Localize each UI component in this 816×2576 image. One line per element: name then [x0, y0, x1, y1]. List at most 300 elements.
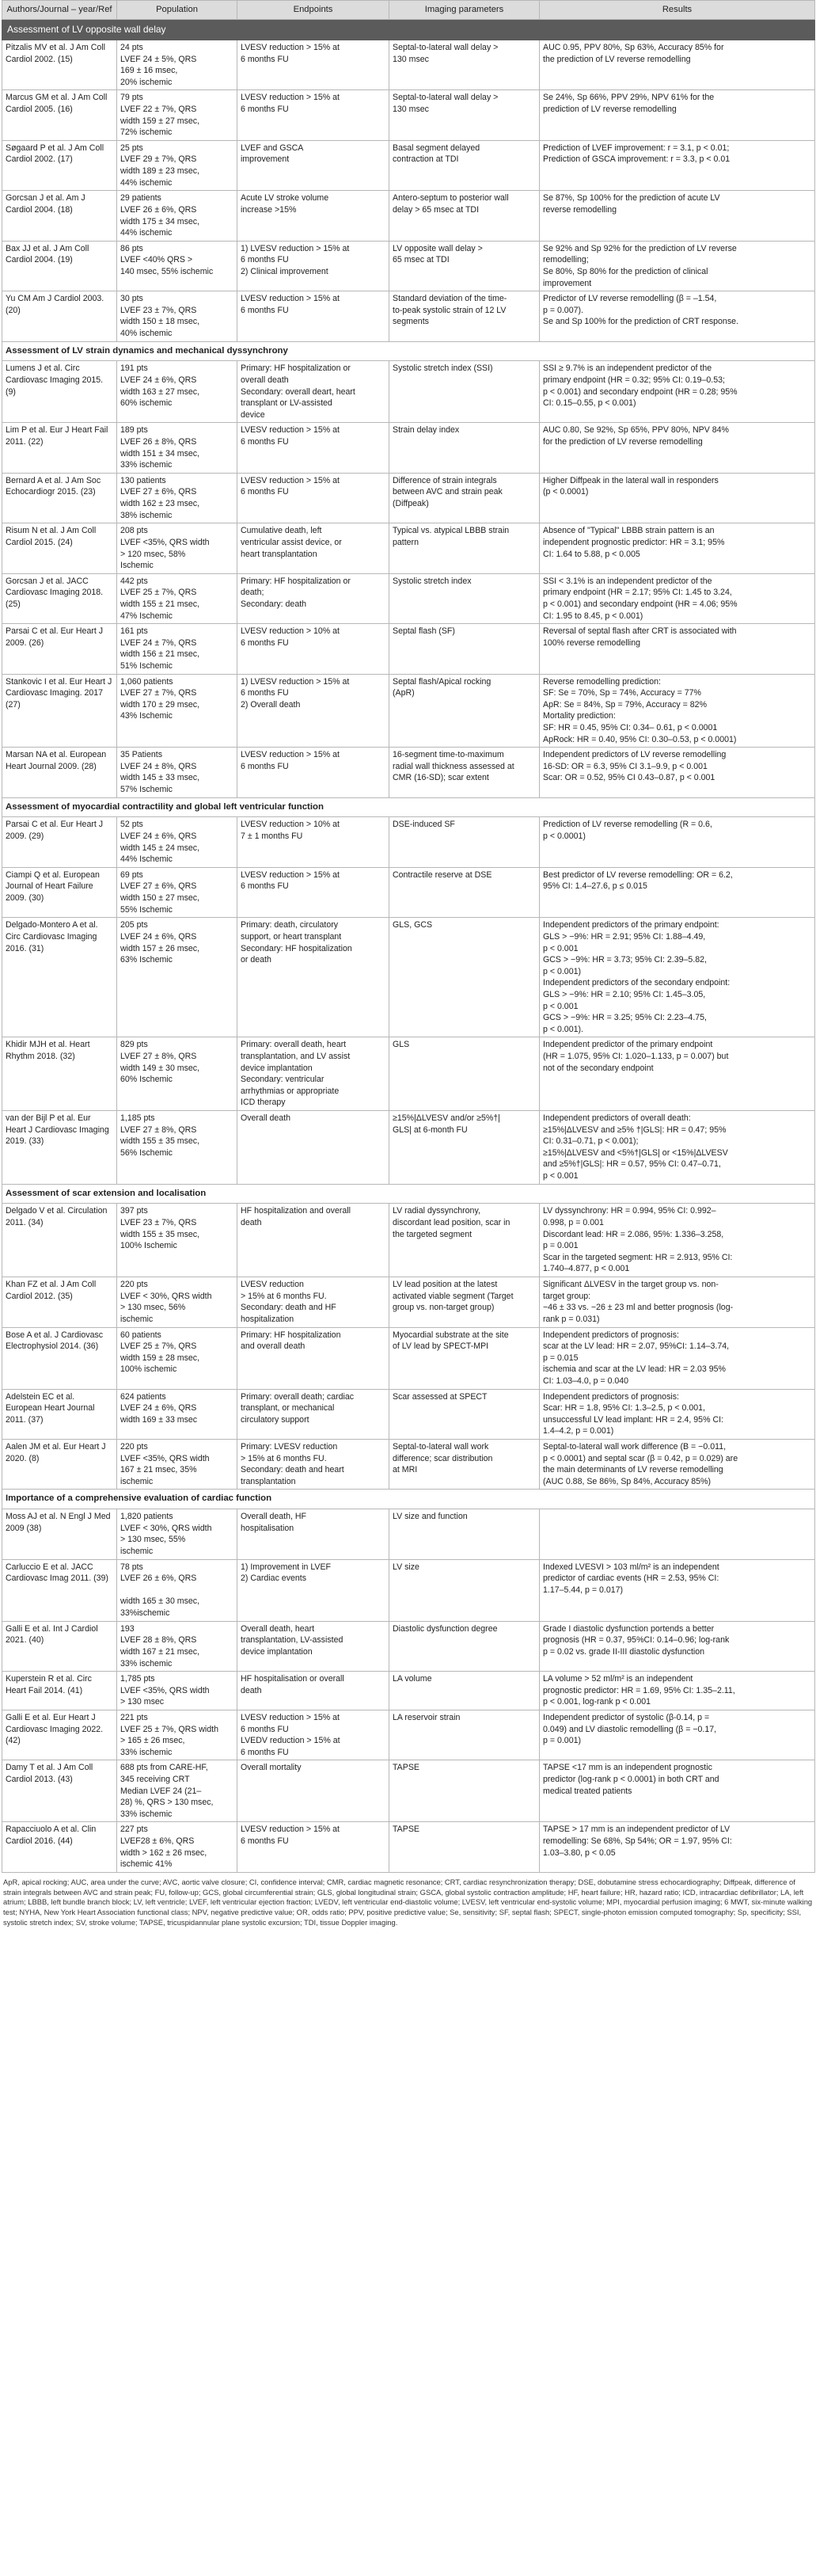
results-cell-line: SSI < 3.1% is an independent predictor of the [543, 576, 712, 586]
results-cell-line: p = 0.02 vs. grade II-III diastolic dysfunction [543, 1646, 705, 1657]
results-cell [540, 918, 815, 1037]
results-cell-line: scar at the LV lead: HR = 2.07, 95%CI: 1.14–3.74, [543, 1341, 730, 1352]
endpoints-cell-line: LVESV reduction > 15% at [241, 869, 340, 880]
population-cell-line: 33% ischemic [120, 1747, 173, 1757]
reference-cell[interactable]: Adelstein EC et al. European Heart Journal 2011. (37) [2, 1389, 117, 1439]
results-cell-line: ApRock: HR = 0.40, 95% CI: 0.30–0.53, p < 0.0001) [543, 734, 737, 744]
population-cell [117, 140, 237, 190]
results-cell-line: medical treated patients [543, 1786, 632, 1796]
population-cell-line: 52 pts [120, 820, 143, 830]
reference-cell[interactable]: Yu CM Am J Cardiol 2003. (20) [2, 291, 117, 341]
header-row [2, 1, 815, 20]
reference-cell[interactable]: Lim P et al. Eur J Heart Fail 2011. (22) [2, 423, 117, 473]
endpoints-cell-line: hospitalization [241, 1314, 294, 1324]
imaging-cell-line: LA volume [393, 1674, 432, 1684]
imaging-cell [389, 1760, 540, 1822]
imaging-cell [389, 674, 540, 748]
reference-cell[interactable]: Khidir MJH et al. Heart Rhythm 2018. (32) [2, 1037, 117, 1111]
results-cell-line: LA volume > 52 ml/m² is an independent [543, 1674, 693, 1684]
population-cell-line: 57% Ischemic [120, 785, 173, 795]
endpoints-cell-line: Secondary: death and HF [241, 1303, 336, 1313]
endpoints-cell-line: 6 months FU [241, 1836, 289, 1847]
table-row [2, 817, 815, 867]
endpoints-cell-line: or death [241, 955, 271, 965]
population-cell-line: 86 pts [120, 243, 143, 253]
population-cell-line: 29 patients [120, 193, 161, 204]
endpoints-cell-line: Primary: overall death, heart [241, 1040, 347, 1050]
imaging-cell [389, 90, 540, 140]
reference-cell[interactable]: Gorcsan J et al. Am J Cardiol 2004. (18) [2, 191, 117, 241]
imaging-cell [389, 1204, 540, 1277]
imaging-cell-line: TAPSE [393, 1763, 419, 1773]
reference-cell[interactable]: Gorcsan J et al. JACC Cardiovasc Imaging 2018. (25) [2, 573, 117, 623]
table-row [2, 573, 815, 623]
imaging-cell-line: discordant lead position, scar in [393, 1218, 510, 1228]
reference-cell[interactable]: Ciampi Q et al. European Journal of Heart Failure 2009. (30) [2, 867, 117, 917]
population-cell [117, 1710, 237, 1760]
table-row [2, 1037, 815, 1111]
results-cell [540, 748, 815, 797]
population-cell-line: width 167 ± 21 msec, [120, 1646, 200, 1657]
results-cell-line: Indexed LVESVI > 103 ml/m² is an independent [543, 1562, 719, 1572]
population-cell [117, 573, 237, 623]
endpoints-cell [237, 1037, 389, 1111]
results-cell-line: Discordant lead: HR = 2.086, 95%: 1.336–3.258, [543, 1229, 724, 1239]
population-cell-line: 40% ischemic [120, 329, 173, 339]
population-cell-line: width 145 ± 24 msec, [120, 843, 200, 853]
population-cell-line: LVEF 25 ± 7%, QRS width [120, 1724, 218, 1734]
results-cell-line: Independent predictors of overall death: [543, 1113, 691, 1124]
imaging-cell-line: Basal segment delayed [393, 143, 480, 153]
reference-cell[interactable]: Rapacciuolo A et al. Clin Cardiol 2016. (44) [2, 1822, 117, 1872]
reference-cell[interactable]: Aalen JM et al. Eur Heart J 2020. (8) [2, 1440, 117, 1490]
imaging-cell-line: Typical vs. atypical LBBB strain [393, 526, 510, 536]
endpoints-cell [237, 1559, 389, 1621]
population-cell [117, 1760, 237, 1822]
endpoints-cell-line: 2) Clinical improvement [241, 266, 328, 276]
endpoints-cell [237, 191, 389, 241]
population-cell-line: 60% ischemic [120, 398, 173, 409]
population-cell-line: 63% Ischemic [120, 955, 173, 965]
population-cell-line: Median LVEF 24 (21– [120, 1786, 202, 1796]
results-cell-line: p < 0.001, log-rank p < 0.001 [543, 1697, 651, 1707]
population-cell-line: width 156 ± 21 msec, [120, 649, 200, 660]
population-cell-line: LVEF <35%, QRS width [120, 537, 210, 547]
table-row [2, 624, 815, 674]
results-cell-line: p = 0.001) [543, 1736, 582, 1746]
population-cell-line: 688 pts from CARE-HF, [120, 1763, 208, 1773]
endpoints-cell-line: LVESV reduction > 15% at [241, 425, 340, 436]
reference-cell[interactable]: Marsan NA et al. European Heart Journal 2009. (28) [2, 748, 117, 797]
results-cell-line: p < 0.001 [543, 943, 579, 953]
endpoints-cell-line: ventricular assist device, or [241, 537, 342, 547]
reference-cell[interactable]: Galli E et al. Int J Cardiol 2021. (40) [2, 1621, 117, 1671]
column-header-authors: Authors/Journal – year/Ref [2, 1, 117, 20]
reference-cell[interactable]: Parsai C et al. Eur Heart J 2009. (26) [2, 624, 117, 674]
imaging-cell-line: Strain delay index [393, 425, 460, 436]
population-cell-line: 169 ± 16 msec, [120, 66, 178, 76]
results-cell-line: Prediction of GSCA improvement: r = 3.3, p < 0.01 [543, 154, 731, 165]
imaging-cell [389, 918, 540, 1037]
population-cell-line: 38% ischemic [120, 510, 173, 520]
population-cell-line: LVEF <35%, QRS width [120, 1685, 210, 1695]
population-cell-line [120, 1585, 233, 1596]
population-cell-line: width 159 ± 28 msec, [120, 1353, 200, 1363]
results-cell-line: p < 0.001). [543, 1024, 583, 1034]
results-cell-line: p < 0.001 [543, 1001, 579, 1011]
population-cell [117, 1037, 237, 1111]
imaging-cell-line: LA reservoir strain [393, 1712, 461, 1722]
population-cell-line: 100% ischemic [120, 1364, 177, 1375]
results-cell-line: p < 0.001) and secondary endpoint (HR = 4.06; 95% [543, 599, 738, 609]
table-row [2, 140, 815, 190]
imaging-cell-line: Septal-to-lateral wall delay > [393, 43, 499, 52]
results-cell [540, 867, 815, 917]
imaging-cell-line: TAPSE [393, 1825, 419, 1835]
population-cell-line: LVEF 23 ± 7%, QRS [120, 305, 197, 315]
population-cell-line: 33% ischemic [120, 460, 173, 470]
column-header-results: Results [540, 1, 815, 20]
imaging-cell-line: Systolic stretch index (SSI) [393, 363, 493, 374]
imaging-cell-line: ≥15%|ΔLVESV and/or ≥5%†| [393, 1113, 500, 1124]
endpoints-cell [237, 90, 389, 140]
reference-cell[interactable]: Bax JJ et al. J Am Coll Cardiol 2004. (19) [2, 241, 117, 291]
population-cell-line: 829 pts [120, 1040, 148, 1050]
results-cell-line: ischemia and scar at the LV lead: HR = 2.03 95% [543, 1364, 726, 1375]
population-cell-line: LVEF 24 ± 6%, QRS [120, 831, 197, 842]
population-cell [117, 1277, 237, 1327]
reference-cell[interactable]: Delgado V et al. Circulation 2011. (34) [2, 1204, 117, 1277]
reference-cell[interactable]: Risum N et al. J Am Coll Cardiol 2015. (24) [2, 523, 117, 573]
table-row [2, 1389, 815, 1439]
endpoints-cell [237, 361, 389, 423]
results-cell [540, 1204, 815, 1277]
endpoints-cell-line: Secondary: death and heart [241, 1465, 344, 1475]
population-cell [117, 1204, 237, 1277]
population-cell-line: LVEF 26 ± 6%, QRS [120, 1573, 197, 1584]
population-cell-line: 33% ischemic [120, 1658, 173, 1669]
population-cell-line: LVEF 24 ± 6%, QRS [120, 1403, 197, 1414]
population-cell-line: 1,185 pts [120, 1113, 155, 1124]
population-cell-line: 220 pts [120, 1280, 148, 1290]
results-cell-line: for the prediction of LV reverse remodelling [543, 437, 703, 447]
endpoints-cell-line: Primary: HF hospitalization or [241, 576, 351, 586]
results-cell-line: Independent predictors of LV reverse remodelling [543, 750, 727, 760]
imaging-cell-line: (ApR) [393, 688, 415, 698]
results-cell-line: (p < 0.0001) [543, 487, 589, 497]
imaging-cell-line: Diastolic dysfunction degree [393, 1623, 498, 1634]
results-cell-line: Se 92% and Sp 92% for the prediction of LV reverse [543, 243, 737, 253]
endpoints-cell-line: LVESV reduction > 10% at [241, 820, 340, 830]
endpoints-cell [237, 523, 389, 573]
imaging-cell [389, 473, 540, 523]
population-cell-line: > 130 msec [120, 1697, 165, 1707]
imaging-cell-line: activated viable segment (Target [393, 1291, 514, 1301]
endpoints-cell [237, 918, 389, 1037]
results-cell-line: improvement [543, 278, 592, 288]
imaging-cell-line: (Diffpeak) [393, 499, 429, 509]
population-cell-line: LVEF 27 ± 6%, QRS [120, 881, 197, 892]
results-cell-line: p = 0.001 [543, 1241, 579, 1251]
population-cell-line: 24 pts [120, 43, 143, 52]
results-cell-line: AUC 0.80, Se 92%, Sp 65%, PPV 80%, NPV 84% [543, 425, 729, 436]
reference-cell[interactable]: Lumens J et al. Circ Cardiovasc Imaging 2015. (9) [2, 361, 117, 423]
table-body [2, 40, 815, 1873]
reference-cell[interactable]: Carluccio E et al. JACC Cardiovasc Imag 2011. (39) [2, 1559, 117, 1621]
reference-cell[interactable]: Bernard A et al. J Am Soc Echocardiogr 2015. (23) [2, 473, 117, 523]
section-heading: Assessment of myocardial contractility and global left ventricular function [2, 797, 815, 817]
table-row [2, 1822, 815, 1872]
reference-cell[interactable]: Søgaard P et al. J Am Coll Cardiol 2002. (17) [2, 140, 117, 190]
population-cell-line: 69 pts [120, 869, 143, 880]
table-row [2, 674, 815, 748]
reference-cell[interactable]: van der Bijl P et al. Eur Heart J Cardiovasc Imaging 2019. (33) [2, 1111, 117, 1185]
reference-cell[interactable]: Bose A et al. J Cardiovasc Electrophysiol 2014. (36) [2, 1327, 117, 1389]
endpoints-cell-line: LVESV reduction > 15% at [241, 475, 340, 485]
imaging-cell-line: the targeted segment [393, 1229, 473, 1239]
population-cell-line: LVEF 27 ± 8%, QRS [120, 1124, 197, 1135]
endpoints-cell-line: LVEF and GSCA [241, 143, 304, 153]
results-cell [540, 1559, 815, 1621]
imaging-cell-line: Septal-to-lateral wall work [393, 1442, 489, 1452]
population-cell-line: LVEF < 30%, QRS width [120, 1523, 212, 1533]
results-cell-line: 0.049) and LV diastolic remodelling (β = −0.17, [543, 1724, 717, 1734]
results-cell [540, 423, 815, 473]
imaging-cell [389, 291, 540, 341]
table-row [2, 1204, 815, 1277]
results-cell-line: SF: HR = 0.45, 95% CI: 0.34– 0.61, p < 0.0001 [543, 723, 718, 733]
imaging-cell-line: to-peak systolic strain of 12 LV [393, 305, 507, 315]
endpoints-cell-line: transplant, or mechanical [241, 1403, 335, 1414]
imaging-cell [389, 1440, 540, 1490]
endpoints-cell-line: > 15% at 6 months FU. [241, 1291, 327, 1301]
endpoints-cell [237, 1327, 389, 1389]
results-cell-line: Scar: HR = 1.8, 95% CI: 1.3–2.5, p < 0.001, [543, 1403, 705, 1414]
population-cell [117, 361, 237, 423]
population-cell-line: > 130 msec, 56% [120, 1303, 186, 1313]
imaging-cell [389, 573, 540, 623]
results-cell [540, 1389, 815, 1439]
endpoints-cell [237, 1672, 389, 1710]
results-cell-line: rank p = 0.031) [543, 1314, 600, 1324]
table-row [2, 361, 815, 423]
population-cell-line: 44% ischemic [120, 177, 173, 188]
imaging-cell-line: between AVC and strain peak [393, 487, 503, 497]
section-heading: Assessment of LV strain dynamics and mechanical dyssynchrony [2, 341, 815, 361]
results-cell-line: Independent predictors of prognosis: [543, 1391, 679, 1402]
population-cell-line: LVEF 28 ± 8%, QRS [120, 1635, 197, 1646]
population-cell-line: LVEF 27 ± 6%, QRS [120, 487, 197, 497]
population-cell-line: 25 pts [120, 143, 143, 153]
results-cell-line: prognosis (HR = 0.37, 95%CI: 0.14–0.96; log-rank [543, 1635, 730, 1646]
results-cell [540, 1710, 815, 1760]
imaging-cell [389, 1672, 540, 1710]
results-cell-line: Grade I diastolic dysfunction portends a better [543, 1623, 715, 1634]
population-cell-line: width 165 ± 30 msec, [120, 1596, 200, 1607]
results-cell-line: 1.4–4.2, p = 0.001) [543, 1426, 614, 1436]
population-cell-line: width 175 ± 34 msec, [120, 216, 200, 226]
results-cell-line: remodelling: Se 68%, Sp 54%; OR = 1.97, 95% CI: [543, 1836, 732, 1847]
population-cell-line: ischemic [120, 1547, 154, 1557]
results-cell [540, 140, 815, 190]
results-cell [540, 624, 815, 674]
results-cell-line: Scar in the targeted segment: HR = 2.913, 95% CI: [543, 1252, 733, 1262]
evidence-table [2, 0, 815, 1873]
population-cell-line: 44% Ischemic [120, 854, 173, 865]
results-cell-line: Reversal of septal flash after CRT is associated with [543, 626, 737, 637]
results-cell [540, 523, 815, 573]
column-header-imaging: Imaging parameters [389, 1, 540, 20]
population-cell-line: LVEF 27 ± 7%, QRS [120, 688, 197, 698]
imaging-cell [389, 241, 540, 291]
imaging-cell-line: LV size [393, 1562, 419, 1572]
population-cell-line: 220 pts [120, 1442, 148, 1452]
population-cell-line: 35 Patients [120, 750, 163, 760]
reference-cell[interactable]: Marcus GM et al. J Am Coll Cardiol 2005. (16) [2, 90, 117, 140]
endpoints-cell-line: LVESV reduction > 15% at [241, 43, 340, 52]
imaging-cell [389, 1621, 540, 1671]
endpoints-cell-line: 6 months FU [241, 881, 289, 892]
population-cell-line: 189 pts [120, 425, 148, 436]
table-row [2, 523, 815, 573]
endpoints-cell [237, 241, 389, 291]
endpoints-cell [237, 1440, 389, 1490]
results-cell-line: and ≥5%†|GLS|: HR = 0.57, 95% CI: 0.47–0.71, [543, 1159, 721, 1170]
imaging-cell-line: 65 msec at TDI [393, 255, 450, 265]
endpoints-cell [237, 1760, 389, 1822]
endpoints-cell-line: > 15% at 6 months FU. [241, 1453, 327, 1463]
reference-cell[interactable]: Khan FZ et al. J Am Coll Cardiol 2012. (35) [2, 1277, 117, 1327]
imaging-cell-line: of LV lead by SPECT-MPI [393, 1341, 489, 1352]
imaging-cell [389, 423, 540, 473]
endpoints-cell-line: device [241, 409, 265, 420]
reference-cell[interactable]: Parsai C et al. Eur Heart J 2009. (29) [2, 817, 117, 867]
population-cell [117, 624, 237, 674]
results-cell-line: 1.03–3.80, p < 0.05 [543, 1847, 616, 1858]
results-cell-line: 1.17–5.44, p = 0.017) [543, 1585, 624, 1595]
results-cell-line: the main determinants of LV reverse remodelling [543, 1465, 723, 1475]
endpoints-cell [237, 1204, 389, 1277]
population-cell-line: 28) %, QRS > 130 msec, [120, 1798, 214, 1808]
population-cell-line: 33% ischemic [120, 1809, 173, 1819]
endpoints-cell-line: 6 months FU [241, 637, 289, 648]
endpoints-cell-line: HF hospitalization and overall [241, 1206, 351, 1216]
results-cell-line: 95% CI: 1.4–27.6, p ≤ 0.015 [543, 881, 647, 892]
reference-cell[interactable]: Kuperstein R et al. Circ Heart Fail 2014. (41) [2, 1672, 117, 1710]
table-row [2, 1509, 815, 1559]
endpoints-cell-line: 6 months FU [241, 688, 289, 698]
endpoints-cell-line: Cumulative death, left [241, 526, 322, 536]
table-row [2, 918, 815, 1037]
reference-cell[interactable]: Galli E et al. Eur Heart J Cardiovasc Imaging 2022. (42) [2, 1710, 117, 1760]
population-cell-line: 51% Ischemic [120, 660, 173, 671]
table-row [2, 1440, 815, 1490]
results-cell [540, 1672, 815, 1710]
population-cell-line: width 157 ± 26 msec, [120, 943, 200, 953]
endpoints-cell-line: 1) LVESV reduction > 15% at [241, 676, 350, 687]
results-cell [540, 1822, 815, 1872]
reference-cell[interactable]: Moss AJ et al. N Engl J Med 2009 (38) [2, 1509, 117, 1559]
results-cell [540, 1037, 815, 1111]
reference-cell[interactable]: Pitzalis MV et al. J Am Coll Cardiol 2002. (15) [2, 40, 117, 90]
endpoints-cell-line: overall death [241, 375, 289, 385]
population-cell-line: LVEF 29 ± 7%, QRS [120, 154, 197, 165]
imaging-cell-line: Systolic stretch index [393, 576, 472, 586]
population-cell-line: 60% Ischemic [120, 1075, 173, 1085]
results-cell-line: CI: 0.31–0.71, p < 0.001); [543, 1136, 639, 1147]
results-cell [540, 191, 815, 241]
population-cell-line: width 150 ± 27 msec, [120, 893, 200, 904]
endpoints-cell-line: 6 months FU [241, 105, 289, 115]
population-cell-line: width 155 ± 21 msec, [120, 599, 200, 609]
results-cell-line: Independent predictors of the primary endpoint: [543, 920, 719, 930]
results-cell [540, 1111, 815, 1185]
results-cell-line: Prediction of LV reverse remodelling (R = 0.6, [543, 820, 712, 830]
population-cell-line: 624 patients [120, 1391, 166, 1402]
reference-cell[interactable]: Stankovic I et al. Eur Heart J Cardiovasc Imaging. 2017 (27) [2, 674, 117, 748]
reference-cell[interactable]: Delgado-Montero A et al. Circ Cardiovasc Imaging 2016. (31) [2, 918, 117, 1037]
column-header-endpoints: Endpoints [237, 1, 389, 20]
population-cell-line: 205 pts [120, 920, 148, 930]
population-cell-line: 191 pts [120, 363, 148, 374]
population-cell-line: LVEF <40% QRS > [120, 255, 193, 265]
imaging-cell-line: at MRI [393, 1465, 418, 1475]
imaging-cell [389, 1111, 540, 1185]
results-cell-line: Septal-to-lateral wall work difference (B = −0.011, [543, 1442, 727, 1452]
imaging-cell-line: group vs. non-target group) [393, 1303, 495, 1313]
population-cell [117, 867, 237, 917]
results-cell-line: predictor (log-rank p < 0.0001) in both CRT and [543, 1774, 719, 1784]
results-cell [540, 674, 815, 748]
results-cell-line: p = 0.015 [543, 1353, 579, 1363]
results-cell-line: 16-SD: OR = 6.3, 95% CI 3.1–9.9, p < 0.001 [543, 761, 708, 771]
population-cell [117, 291, 237, 341]
results-cell-line: primary endpoint (HR = 2.17; 95% CI: 1.45 to 3.24, [543, 588, 732, 598]
imaging-cell-line: GLS| at 6-month FU [393, 1124, 468, 1135]
endpoints-cell [237, 573, 389, 623]
population-cell-line: LVEF 24 ± 5%, QRS [120, 54, 197, 64]
results-cell-line: Se 80%, Sp 80% for the prediction of clinical [543, 266, 708, 276]
results-cell-line: Reverse remodelling prediction: [543, 676, 661, 687]
population-cell-line: ischemic 41% [120, 1859, 173, 1870]
population-cell-line: 33%ischemic [120, 1608, 170, 1619]
table-row [2, 90, 815, 140]
results-cell [540, 1327, 815, 1389]
results-cell-line: Independent predictors of prognosis: [543, 1330, 679, 1340]
endpoints-cell-line: transplant or LV-assisted [241, 398, 332, 409]
results-cell-line: AUC 0.95, PPV 80%, Sp 63%, Accuracy 85% for [543, 43, 724, 52]
imaging-cell [389, 140, 540, 190]
imaging-cell-line: difference; scar distribution [393, 1453, 493, 1463]
reference-cell[interactable]: Damy T et al. J Am Coll Cardiol 2013. (43) [2, 1760, 117, 1822]
imaging-cell [389, 40, 540, 90]
endpoints-cell [237, 140, 389, 190]
population-cell-line: width 163 ± 27 msec, [120, 386, 200, 397]
population-cell-line: width 162 ± 23 msec, [120, 499, 200, 509]
endpoints-cell [237, 1621, 389, 1671]
endpoints-cell [237, 748, 389, 797]
endpoints-cell-line: Secondary: death [241, 599, 307, 609]
imaging-cell [389, 1822, 540, 1872]
results-cell-line: (AUC 0.88, Se 86%, Sp 84%, Accuracy 85%) [543, 1476, 711, 1486]
endpoints-cell-line: 6 months FU [241, 54, 289, 64]
results-cell-line: Best predictor of LV reverse remodelling: OR = 6.2, [543, 869, 733, 880]
population-cell [117, 748, 237, 797]
population-cell-line: 167 ± 21 msec, 35% [120, 1465, 197, 1475]
results-cell [540, 1440, 815, 1490]
population-cell-line: LVEF 25 ± 7%, QRS [120, 588, 197, 598]
population-cell-line: 442 pts [120, 576, 148, 586]
